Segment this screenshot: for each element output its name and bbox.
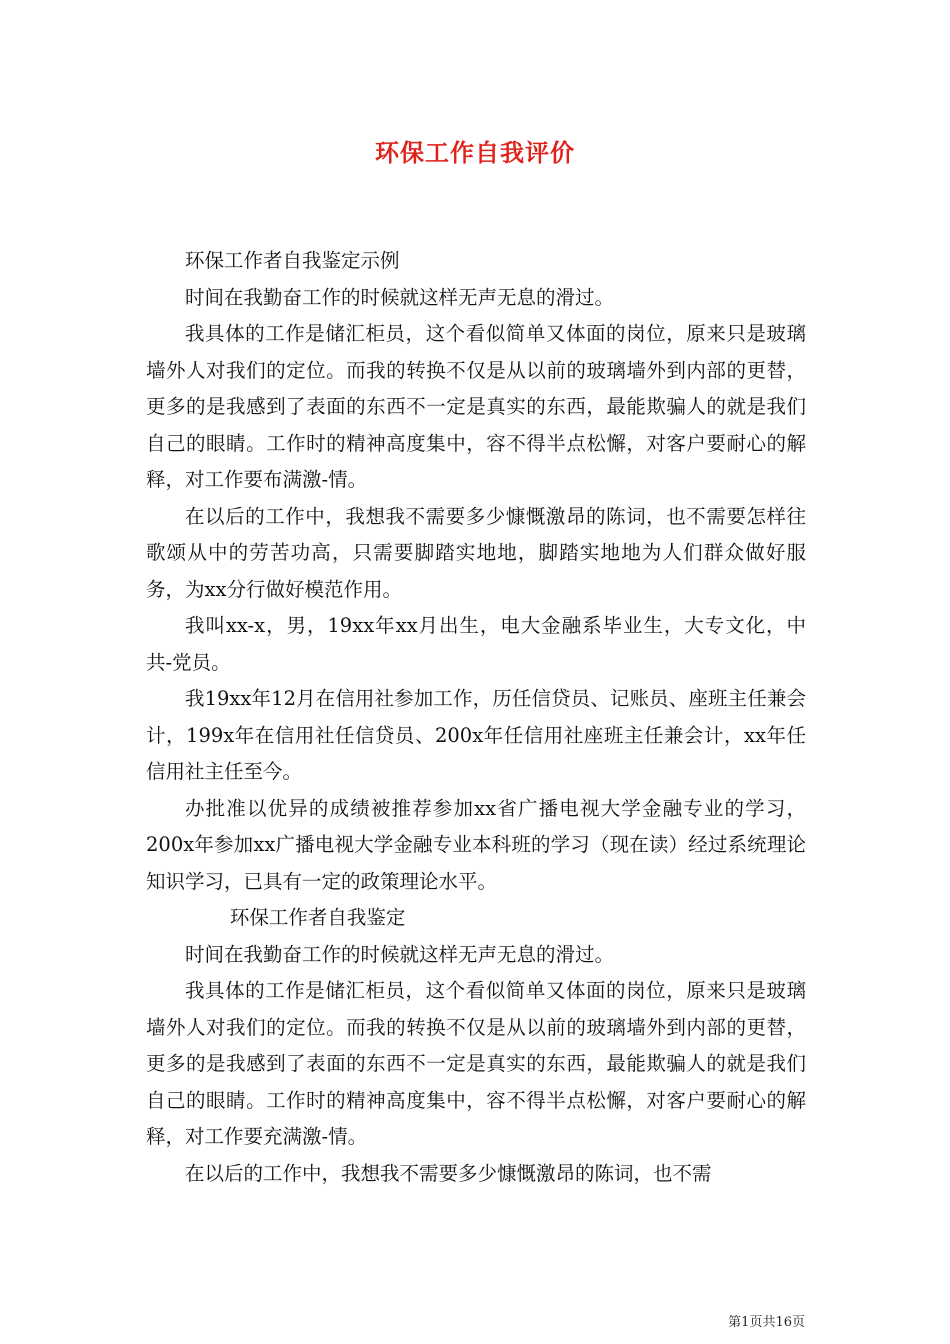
paragraph: 在以后的工作中，我想我不需要多少慷慨激昂的陈词，也不需要怎样往歌颂从中的劳苦功高，只需要脚踏实地地，脚踏实地地为人们群众做好服务，为xx分行做好模范作用。 bbox=[146, 504, 806, 601]
paragraph: 我叫xx-x，男，19xx年xx月出生，电大金融系毕业生，大专文化，中共-党员。 bbox=[146, 614, 806, 674]
section-heading: 环保工作者自我鉴定 bbox=[229, 906, 406, 929]
page-title: 环保工作自我评价 bbox=[375, 138, 575, 167]
paragraph: 我19xx年12月在信用社参加工作，历任信贷员、记账员、座班主任兼会计，199x年在信用社任信贷员、200x年任信用社座班主任兼会计，xx年任信用社主任至今。 bbox=[146, 687, 806, 783]
page-number: 第1页共16页 bbox=[728, 1315, 805, 1330]
paragraph: 我具体的工作是储汇柜员，这个看似简单又体面的岗位，原来只是玻璃墙外人对我们的定位。而我的转换不仅是从以前的玻璃墙外到内部的更替，更多的是我感到了表面的东西不一定是真实的东西，最能欺骗人的就是我们自己的眼睛。工作时的精神高度集中，容不得半点松懈，对客户要耐心的解释，对工作要布满激-情。 bbox=[146, 322, 806, 491]
document-body bbox=[146, 243, 806, 1192]
paragraph: 时间在我勤奋工作的时候就这样无声无息的滑过。 bbox=[185, 285, 615, 309]
paragraph: 我具体的工作是储汇柜员，这个看似简单又体面的岗位，原来只是玻璃墙外人对我们的定位。而我的转换不仅是从以前的玻璃墙外到内部的更替，更多的是我感到了表面的东西不一定是真实的东西，最能欺骗人的就是我们自己的眼睛。工作时的精神高度集中，容不得半点松懈，对客户要耐心的解释，对工作要充满激-情。 bbox=[146, 979, 806, 1148]
paragraph: 时间在我勤奋工作的时候就这样无声无息的滑过。 bbox=[185, 942, 615, 966]
paragraph-subtitle: 环保工作者自我鉴定示例 bbox=[185, 249, 400, 272]
paragraph: 在以后的工作中，我想我不需要多少慷慨激昂的陈词，也不需 bbox=[185, 1161, 712, 1185]
paragraph: 办批准以优异的成绩被推荐参加xx省广播电视大学金融专业的学习，200x年参加xx广播电视大学金融专业本科班的学习（现在读）经过系统理论知识学习，已具有一定的政策理论水平。 bbox=[146, 796, 806, 893]
